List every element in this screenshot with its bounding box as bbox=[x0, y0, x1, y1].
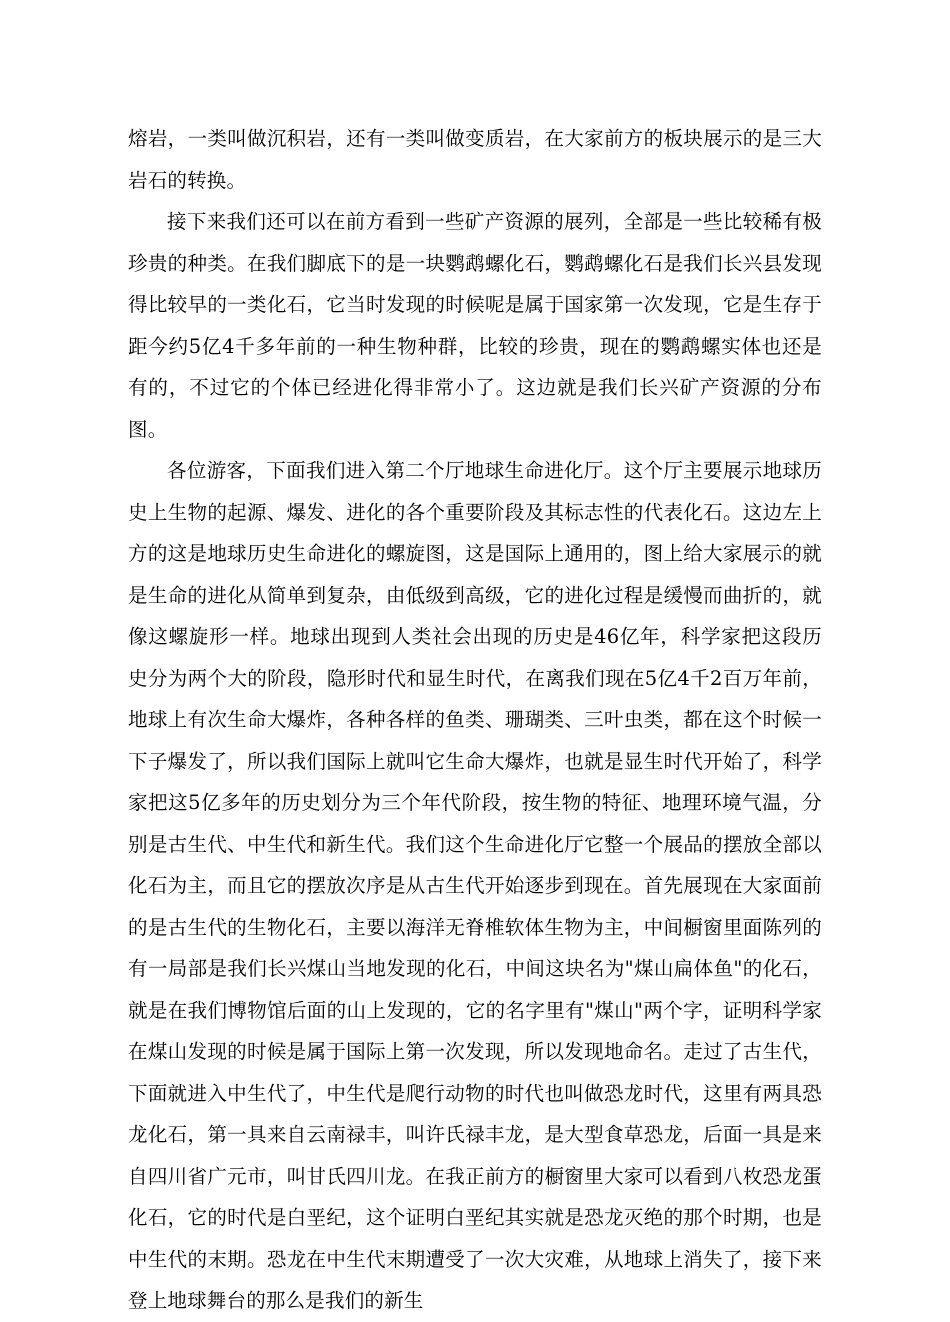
document-body bbox=[128, 118, 822, 1322]
paragraph-1: 熔岩，一类叫做沉积岩，还有一类叫做变质岩，在大家前方的板块展示的是三大岩石的转换。 bbox=[128, 127, 822, 192]
paragraph-2: 接下来我们还可以在前方看到一些矿产资源的展列，全部是一些比较稀有极珍贵的种类。在我们脚底下的是一块鹦鹉螺化石，鹦鹉螺化石是我们长兴县发现得比较早的一类化石，它当时发现的时候呢是属于国家第一次发现，它是生存于距今约5亿4千多年前的一种生物种群，比较的珍贵，现在的鹦鹉螺实体也还是有的，不过它的个体已经进化得非常小了。这边就是我们长兴矿产资源的分布图。 bbox=[128, 210, 822, 441]
paragraph-3: 各位游客，下面我们进入第二个厅地球生命进化厅。这个厅主要展示地球历史上生物的起源、爆发、进化的各个重要阶段及其标志性的代表化石。这边左上方的这是地球历史生命进化的螺旋图，这是国际上通用的，图上给大家展示的就是生命的进化从简单到复杂，由低级到高级，它的进化过程是缓慢而曲折的，就像这螺旋形一样。地球出现到人类社会出现的历史是46亿年，科学家把这段历史分为两个大的阶段，隐形时代和显生时代，在离我们现在5亿4千2百万年前，地球上有次生命大爆炸，各种各样的鱼类、珊瑚类、三叶虫类，都在这个时候一下子爆发了，所以我们国际上就叫它生命大爆炸，也就是显生时代开始了，科学家把这5亿多年的历史划分为三个年代阶段，按生物的特征、地理环境气温，分别是古生代、中生代和新生代。我们这个生命进化厅它整一个展品的摆放全部以化石为主，而且它的摆放次序是从古生代开始逐步到现在。首先展现在大家面前的是古生代的生物化石，主要以海洋无脊椎软体生物为主，中间橱窗里面陈列的有一局部是我们长兴煤山当地发现的化石，中间这块名为"煤山扁体鱼"的化石，就是在我们博物馆后面的山上发现的，它的名字里有"煤山"两个字，证明科学家在煤山发现的时候是属于国际上第一次发现，所以发现地命名。走过了古生代，下面就进入中生代了，中生代是爬行动物的时代也叫做恐龙时代，这里有两具恐龙化石，第一具来自云南禄丰，叫许氏禄丰龙，是大型食草恐龙，后面一具是来自四川省广元市，叫甘氏四川龙。在我正前方的橱窗里大家可以看到八枚恐龙蛋化石，它的时代是白垩纪，这个证明白垩纪其实就是恐龙灭绝的那个时期，也是中生代的末期。恐龙在中生代末期遭受了一次大灾难，从地球上消失了，接下来登上地球舞台的那么是我们的新生 bbox=[128, 459, 822, 1312]
